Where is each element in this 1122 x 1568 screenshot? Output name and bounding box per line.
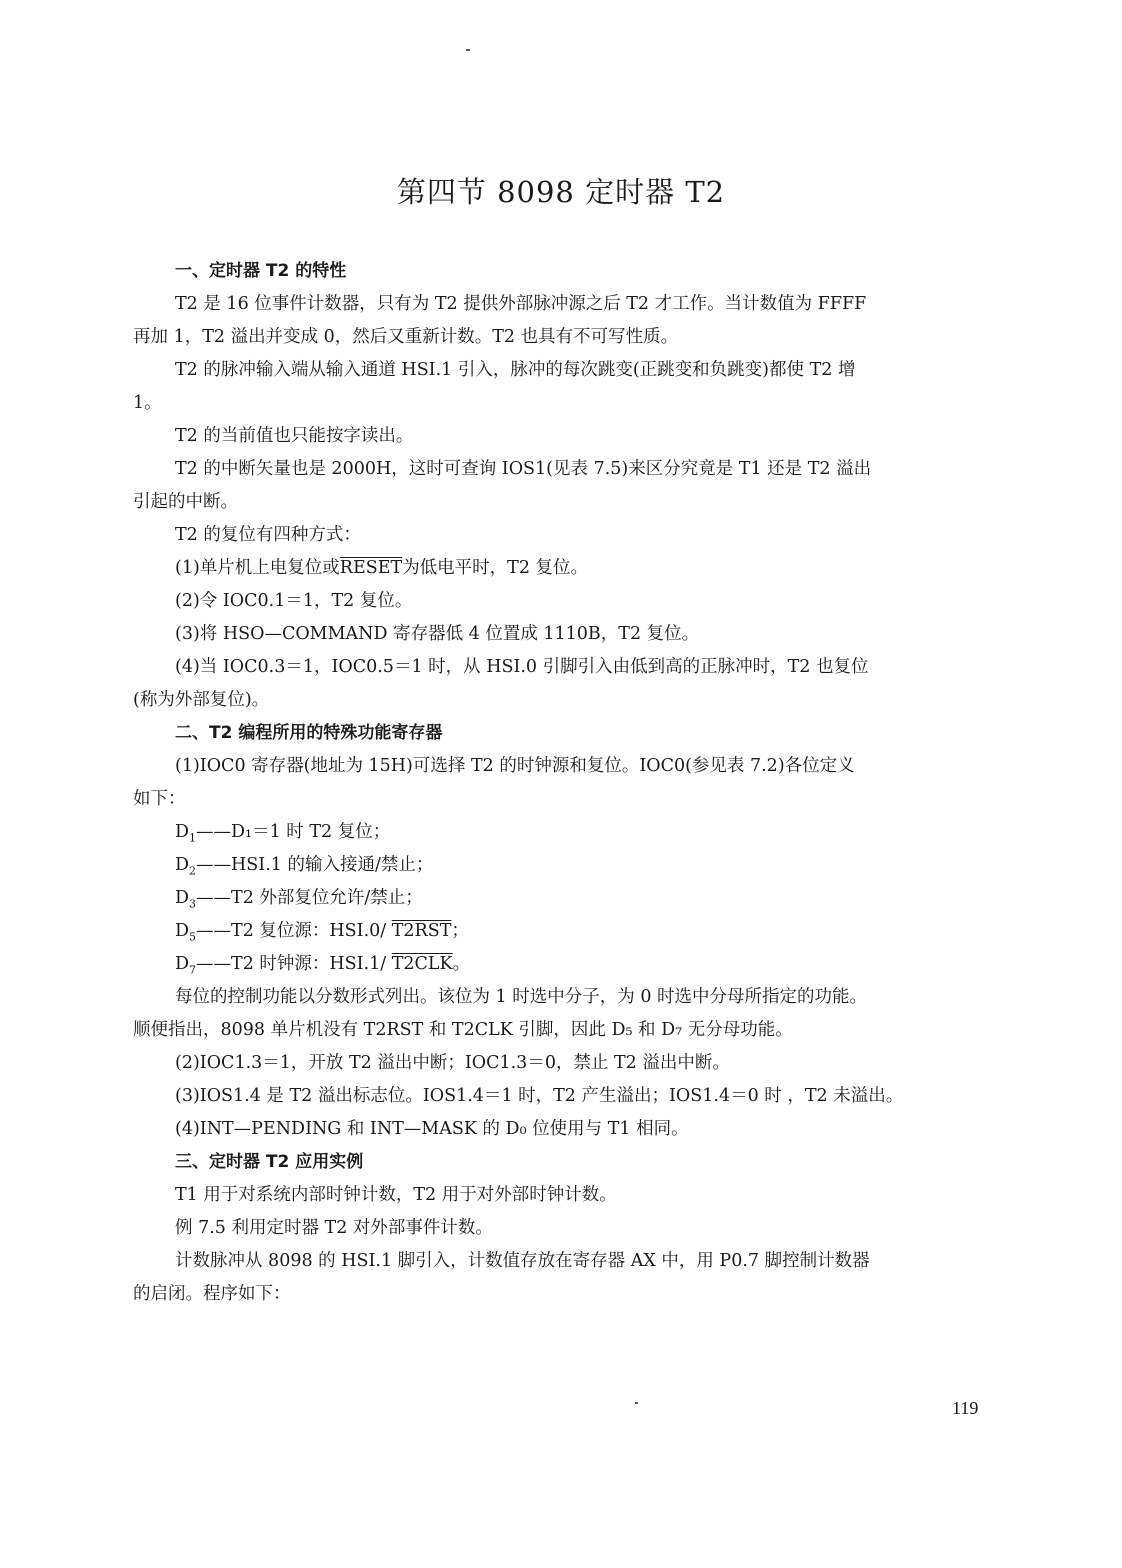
bit-def-d3 (133, 882, 1001, 915)
para-t2-reset-ways: T2 的复位有四种方式： (175, 525, 361, 545)
list-item-reset-1 (133, 552, 1001, 585)
bit-subscript: 5 (189, 930, 197, 944)
bit-def-d5 (133, 915, 1001, 948)
list-item-int-pending: (4)INT—PENDING 和 INT—MASK 的 D₀ 位使用与 T1 相同。 (175, 1119, 689, 1139)
para-count-pulse-line1: 计数脉冲从 8098 的 HSI.1 脚引入，计数值存放在寄存器 AX 中，用 P0.7 脚控制计数器 (175, 1251, 870, 1271)
bit-symbol: D (175, 954, 190, 974)
bit-subscript: 1 (189, 831, 197, 845)
bit-symbol: D (175, 822, 190, 842)
para-t2-counter-line1: T2 是 16 位事件计数器，只有为 T2 提供外部脉冲源之后 T2 才工作。当计数值为 FFFF (175, 294, 867, 314)
para-t2-counter-line2: 再加 1，T2 溢出并变成 0，然后又重新计数。T2 也具有不可写性质。 (133, 327, 679, 347)
bit-description: ——T2 复位源：HSI.0/ (196, 921, 392, 941)
reset-1-suffix: 为低电平时，T2 复位。 (402, 558, 589, 578)
page-number: 119 (952, 1398, 979, 1418)
heading-t2-features: 一、定时器 T2 的特性 (175, 261, 347, 281)
para-ioc0-line1: (1)IOC0 寄存器(地址为 15H)可选择 T2 的时钟源和复位。IOC0(参见表 7.2)各位定义 (175, 756, 855, 776)
para-ioc0-line2: 如下： (133, 789, 186, 809)
reset-1-prefix: (1)单片机上电复位或 (175, 558, 340, 578)
list-item-ios1: (3)IOS1.4 是 T2 溢出标志位。IOS1.4＝1 时，T2 产生溢出；IOS1.4＝0 时 ，T2 未溢出。 (175, 1086, 904, 1106)
para-t2-read: T2 的当前值也只能按字读出。 (175, 426, 414, 446)
para-t2-input-line1: T2 的脉冲输入端从输入通道 HSI.1 引入，脉冲的每次跳变(正跳变和负跳变)都使 T2 增 (175, 360, 856, 380)
bit-subscript: 3 (189, 897, 197, 911)
para-t2-input-line2: 1。 (133, 393, 162, 413)
list-item-reset-2: (2)令 IOC0.1＝1，T2 复位。 (175, 591, 413, 611)
heading-t2-example: 三、定时器 T2 应用实例 (175, 1152, 364, 1172)
scan-speck (466, 49, 470, 51)
para-fraction-line1: 每位的控制功能以分数形式列出。该位为 1 时选中分子，为 0 时选中分母所指定的功能。 (175, 987, 868, 1007)
heading-t2-sfr: 二、T2 编程所用的特殊功能寄存器 (175, 723, 443, 743)
bit-symbol: D (175, 888, 190, 908)
list-item-ioc1: (2)IOC1.3＝1，开放 T2 溢出中断；IOC1.3＝0，禁止 T2 溢出中断。 (175, 1053, 730, 1073)
bit-def-d7 (133, 948, 1001, 981)
para-t2-vector-line2: 引起的中断。 (133, 492, 238, 512)
bit-subscript: 2 (189, 864, 197, 878)
bit-description: ——D₁＝1 时 T2 复位； (196, 822, 391, 842)
example-7-5-caption: 例 7.5 利用定时器 T2 对外部事件计数。 (175, 1218, 493, 1238)
bit-end-punct: ； (451, 921, 469, 941)
bit-def-d2 (133, 849, 1001, 882)
para-count-pulse-line2: 的启闭。程序如下： (133, 1284, 291, 1304)
bit-end-punct: 。 (452, 954, 471, 974)
bit-description: ——T2 时钟源：HSI.1/ (196, 954, 392, 974)
para-t2-vector-line1: T2 的中断矢量也是 2000H，这时可查询 IOS1(见表 7.5)来区分究竟是 T1 还是 T2 溢出 (175, 459, 872, 479)
para-t1-t2-usage: T1 用于对系统内部时钟计数，T2 用于对外部时钟计数。 (175, 1185, 617, 1205)
bit-description: ——T2 外部复位允许/禁止； (196, 888, 423, 908)
bit-def-d1 (133, 816, 1001, 849)
bit-symbol: D (175, 855, 190, 875)
list-item-reset-4-line2: (称为外部复位)。 (133, 690, 270, 710)
scan-speck (635, 1402, 638, 1404)
bit-symbol: D (175, 921, 190, 941)
t2clk-overline: T2CLK (391, 954, 453, 974)
bit-subscript: 7 (189, 963, 197, 977)
page-body (133, 255, 1001, 1311)
section-title: 第四节 8098 定时器 T2 (396, 175, 726, 209)
para-fraction-line2: 顺便指出，8098 单片机没有 T2RST 和 T2CLK 引脚，因此 D₅ 和 D₇ 无分母功能。 (133, 1020, 793, 1040)
reset-signal-overline: RESET (339, 558, 403, 578)
list-item-reset-3: (3)将 HSO—COMMAND 寄存器低 4 位置成 1110B，T2 复位。 (175, 624, 700, 644)
bit-description: ——HSI.1 的输入接通/禁止； (196, 855, 434, 875)
t2rst-overline: T2RST (391, 921, 452, 941)
list-item-reset-4-line1: (4)当 IOC0.3＝1，IOC0.5＝1 时，从 HSI.0 引脚引入由低到高的正脉冲时，T2 也复位 (175, 657, 869, 677)
